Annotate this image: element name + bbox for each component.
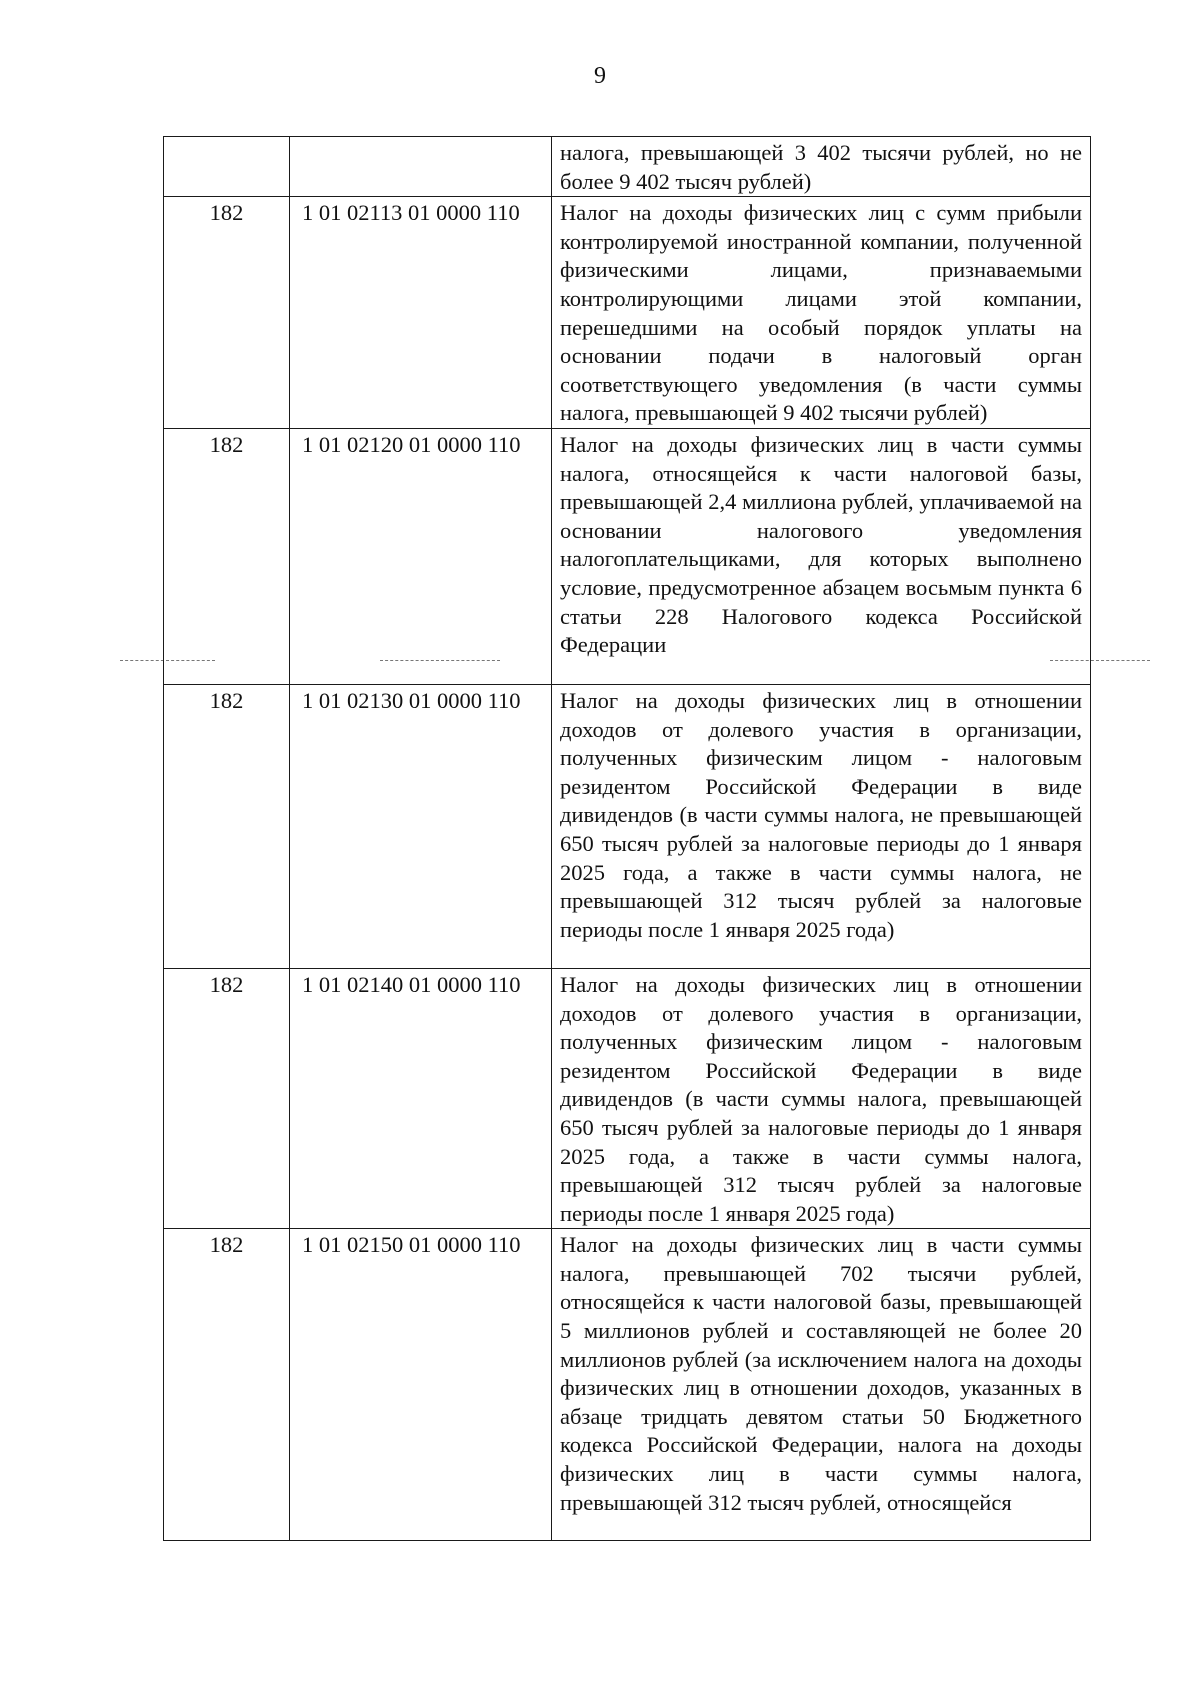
admin-code-cell: 182 [164, 1229, 290, 1541]
kbk-code-cell [290, 137, 552, 197]
kbk-code-cell: 1 01 02150 01 0000 110 [290, 1229, 552, 1541]
description-cell: налога, превышающей 3 402 тысячи рублей, но не более 9 402 тысяч рублей) [552, 137, 1091, 197]
budget-codes-table [163, 136, 1091, 1541]
admin-code-cell: 182 [164, 197, 290, 429]
description-cell: Налог на доходы физических лиц в части суммы налога, превышающей 702 тысячи рублей, относящейся к части налоговой базы, превышающей 5 миллионов рублей и составляющей не более 20 миллионов рублей (за исключением налога на доходы физических лиц в отношении доходов, указанных в абзаце тридцать девятом статьи 50 Бюджетного кодекса Российской Федерации, налога на доходы физических лиц в части суммы налога, превышающей 312 тысяч рублей, относящейся [552, 1229, 1091, 1541]
admin-code-cell: 182 [164, 428, 290, 684]
table-row [164, 428, 1091, 684]
admin-code-cell [164, 137, 290, 197]
description-cell: Налог на доходы физических лиц в отношении доходов от долевого участия в организации, полученных физическим лицом - налоговым резидентом Российской Федерации в виде дивидендов (в части суммы налога, не превышающей 650 тысяч рублей за налоговые периоды до 1 января 2025 года, а также в части суммы налога, не превышающей 312 тысяч рублей за налоговые периоды после 1 января 2025 года) [552, 684, 1091, 968]
kbk-code-cell: 1 01 02113 01 0000 110 [290, 197, 552, 429]
page-number: 9 [594, 63, 606, 89]
table-row [164, 197, 1091, 429]
description-cell: Налог на доходы физических лиц в отношении доходов от долевого участия в организации, полученных физическим лицом - налоговым резидентом Российской Федерации в виде дивидендов (в части суммы налога, превышающей 650 тысяч рублей за налоговые периоды до 1 января 2025 года, а также в части суммы налога, превышающей 312 тысяч рублей за налоговые периоды после 1 января 2025 года) [552, 968, 1091, 1228]
kbk-code-cell: 1 01 02130 01 0000 110 [290, 684, 552, 968]
kbk-code-cell: 1 01 02120 01 0000 110 [290, 428, 552, 684]
admin-code-cell: 182 [164, 684, 290, 968]
table-row [164, 137, 1091, 197]
admin-code-cell: 182 [164, 968, 290, 1228]
kbk-code-cell: 1 01 02140 01 0000 110 [290, 968, 552, 1228]
table-row [164, 684, 1091, 968]
table-row [164, 968, 1091, 1228]
description-cell: Налог на доходы физических лиц в части суммы налога, относящейся к части налоговой базы, превышающей 2,4 миллиона рублей, уплачиваемой на основании налогового уведомления налогоплательщиками, для которых выполнено условие, предусмотренное абзацем восьмым пункта 6 статьи 228 Налогового кодекса Российской Федерации [552, 428, 1091, 684]
description-cell: Налог на доходы физических лиц с сумм прибыли контролируемой иностранной компании, полученной физическими лицами, признаваемыми контролирующими лицами этой компании, перешедшими на особый порядок уплаты на основании подачи в налоговый орган соответствующего уведомления (в части суммы налога, превышающей 9 402 тысячи рублей) [552, 197, 1091, 429]
table-row [164, 1229, 1091, 1541]
